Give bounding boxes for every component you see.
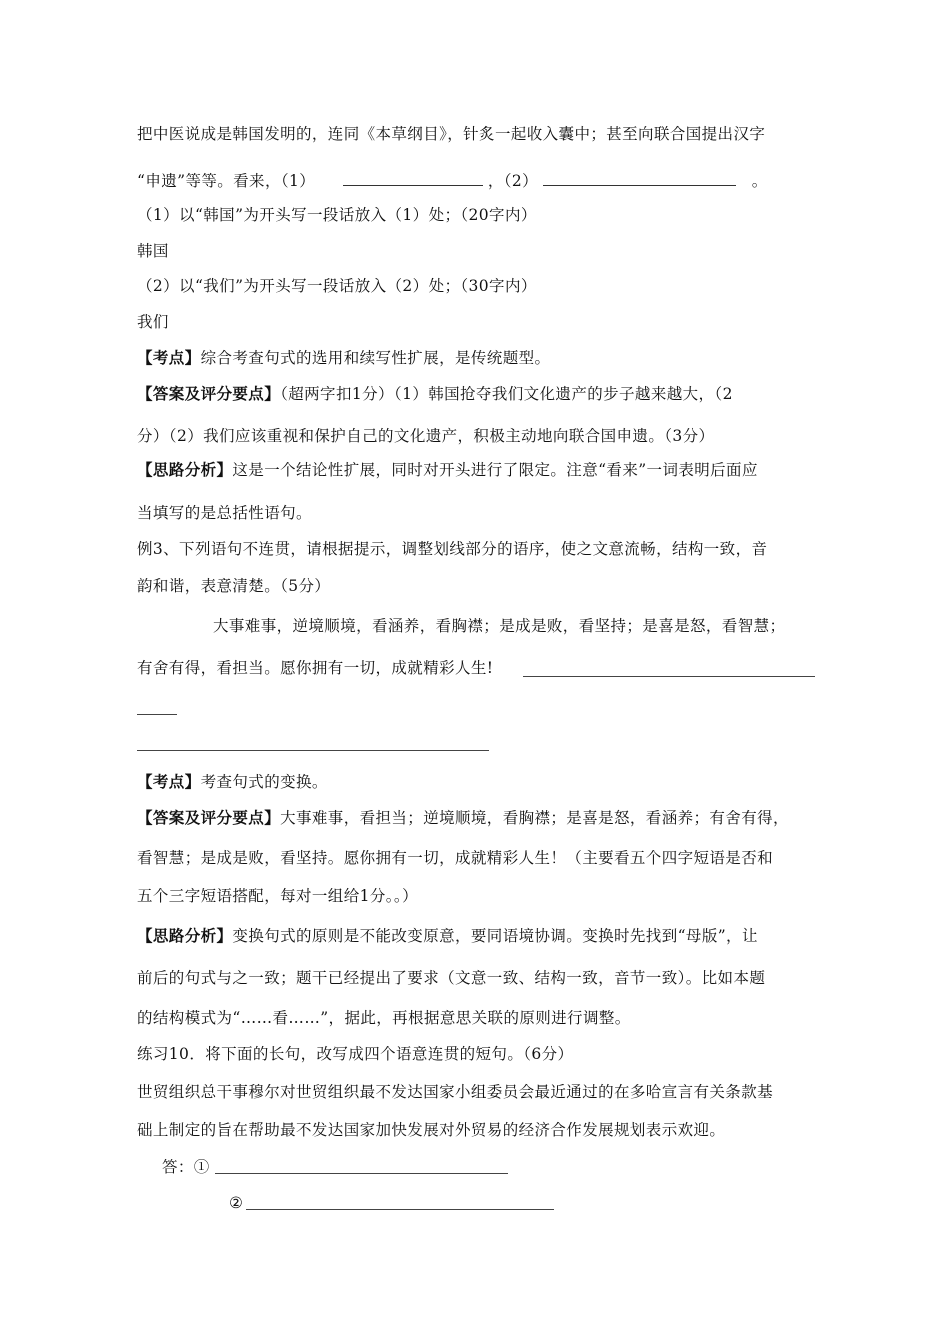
text-segment: （超两字扣1分）（1）韩国抢夺我们文化遗产的步子越来越大，（2 — [280, 385, 733, 403]
answer-blank-2[interactable] — [543, 170, 736, 186]
text-segment: 有舍有得，看担当。愿你拥有一切，成就精彩人生! — [137, 659, 494, 677]
text-line — [137, 460, 758, 480]
answer-line[interactable] — [215, 1173, 508, 1174]
answer-blank-1[interactable] — [343, 170, 483, 186]
text-line: 看智慧；是成是败，看坚持。愿你拥有一切，成就精彩人生！（主要看五个四字短语是否和 — [137, 849, 774, 867]
answer-label-1: 答：① — [162, 1158, 210, 1176]
text-line: （1）以“韩国”为开头写一段话放入（1）处；（20字内） — [137, 206, 537, 224]
section-label: 【答案及评分要点】 — [137, 808, 281, 827]
answer-line[interactable] — [137, 750, 489, 751]
text-segment: 综合考查句式的选用和续写性扩展，是传统题型。 — [200, 349, 551, 367]
section-label: 【考点】 — [137, 772, 201, 791]
text-line: 的结构模式为“……看……”，据此，再根据意思关联的原则进行调整。 — [137, 1009, 631, 1027]
text-line: 五个三字短语搭配，每对一组给1分。。） — [137, 887, 418, 905]
text-line — [137, 658, 493, 678]
answer-line[interactable] — [523, 676, 815, 677]
section-label: 【思路分析】 — [137, 460, 233, 479]
answer-label-2: ② — [229, 1194, 244, 1212]
text-line: 前后的句式与之一致；题干已经提出了要求（文意一致、结构一致，音节一致）。比如本题 — [137, 969, 766, 987]
text-line — [137, 772, 328, 792]
answer-line[interactable] — [137, 714, 177, 715]
section-label: 【思路分析】 — [137, 926, 233, 945]
text-line — [137, 384, 733, 404]
text-line: 础上制定的旨在帮助最不发达国家加快发展对外贸易的经济合作发展规划表示欢迎。 — [137, 1121, 726, 1139]
text-segment: 大事难事，看担当；逆境顺境，看胸襟；是喜是怒，看涵养；有舍有得， — [280, 809, 789, 827]
text-segment: 。 — [751, 172, 768, 190]
text-segment: 变换句式的原则是不能改变原意，要同语境协调。变换时先找到“母版”，让 — [232, 927, 758, 945]
text-line: 分）（2）我们应该重视和保护自己的文化遗产，积极主动地向联合国申遗。（3分） — [137, 427, 715, 445]
text-line: 我们 — [137, 313, 169, 331]
text-line: （2）以“我们”为开头写一段话放入（2）处；（30字内） — [137, 277, 537, 295]
text-segment: ，（2） — [487, 172, 539, 190]
section-label: 【考点】 — [137, 348, 201, 367]
text-line: 例3、下列语句不连贯，请根据提示，调整划线部分的语序，使之文意流畅，结构一致，音 — [137, 540, 768, 558]
section-label: 【答案及评分要点】 — [137, 384, 281, 403]
text-line: 大事难事，逆境顺境，看涵养，看胸襟；是成是败，看坚持；是喜是怒，看智慧； — [213, 617, 786, 635]
text-line — [137, 808, 789, 828]
text-line — [137, 348, 550, 368]
text-segment: “申遗”等等。看来，（1） — [137, 172, 316, 190]
text-line: 练习10．将下面的长句，改写成四个语意连贯的短句。（6分） — [137, 1045, 574, 1063]
text-line: 把中医说成是韩国发明的，连同《本草纲目》，针炙一起收入囊中；甚至向联合国提出汉字 — [137, 125, 766, 143]
text-segment: 这是一个结论性扩展，同时对开头进行了限定。注意“看来”一词表明后面应 — [232, 461, 758, 479]
text-line: 世贸组织总干事穆尔对世贸组织最不发达国家小组委员会最近通过的在多哈宣言有关条款基 — [137, 1083, 774, 1101]
answer-line[interactable] — [246, 1209, 554, 1210]
text-segment: 考查句式的变换。 — [200, 773, 328, 791]
text-line — [137, 926, 758, 946]
text-line: 韩国 — [137, 242, 169, 260]
text-line: 当填写的是总括性语句。 — [137, 504, 312, 522]
text-line — [137, 170, 768, 191]
text-line: 韵和谐，表意清楚。（5分） — [137, 577, 331, 595]
